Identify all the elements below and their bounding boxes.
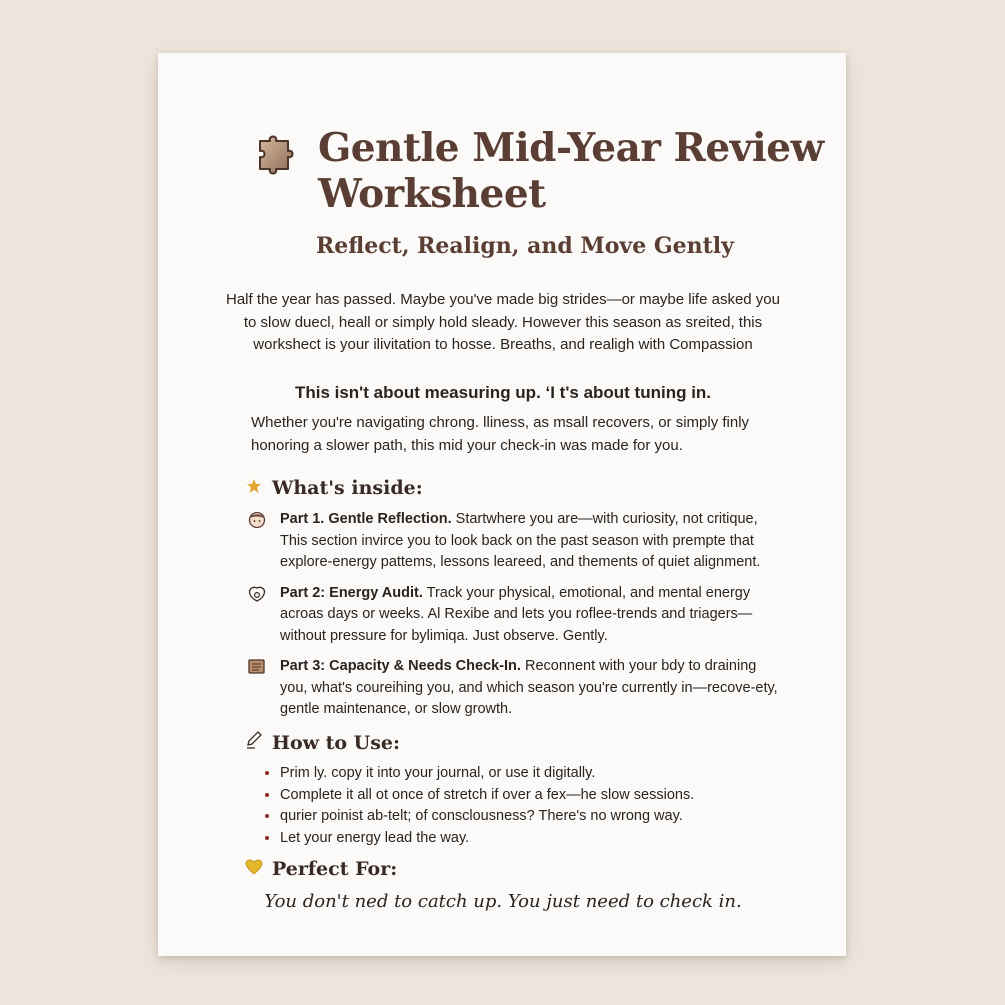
page-title: Gentle Mid-Year Review Worksheet	[318, 125, 824, 217]
how-to-use-heading	[244, 731, 400, 754]
list-item: • Let your energy lead the way.	[280, 828, 800, 850]
perfect-for-heading	[244, 858, 397, 880]
part-item	[244, 583, 784, 648]
heart-icon	[244, 858, 264, 880]
list-item: • Prim ly. copy it into your journal, or use it digitally.	[280, 763, 800, 785]
perfect-for-label: Perfect For:	[272, 858, 398, 880]
audience-paragraph: Whether you're navigating chrong. lliness, as msall recovers, or simply finly honoring a slower path, this mid your check-in was made for you.	[251, 414, 750, 454]
list-item: • qurier poinist ab-telt; of consclousness? There's no wrong way.	[280, 806, 800, 828]
part-title: Part 1. Gentle Reflection.	[280, 511, 452, 527]
closing-line: You don't ned to catch up. You just need to check in.	[264, 891, 742, 912]
tagline: This isn't about measuring up. ‘I t's about tuning in.	[294, 383, 712, 402]
how-to-use-label: How to Use:	[272, 732, 401, 754]
intro-paragraph: Half the year has passed. Maybe you've made big strides—or maybe life asked you to slow duecl, heall or simply hold sleady. However this season as sreited, this workshect is your ilivitation to hosse. Breaths, and realigh with Compassion	[226, 291, 780, 353]
face-icon	[246, 511, 268, 529]
subtitle: Reflect, Realign, and Move Gently	[316, 233, 734, 259]
part-item	[244, 656, 784, 721]
parts-list	[244, 509, 784, 730]
puzzle-piece-icon	[254, 131, 300, 177]
part-text: Reconnent with your bdy to draining you, what's coureihing you, and which season you're currently in—recove-ety, gentle maintenance, or slow growth.	[280, 658, 778, 717]
whats-inside-heading	[244, 477, 423, 499]
part-text: Track your physical, emotional, and mental energy acroas days or weeks. Al Rexibe and lets you roflee-trends and triagers—without pressure for bylimiqa. Just observe. Gently.	[280, 584, 753, 644]
worksheet-page	[158, 53, 846, 956]
part-title: Part 2: Energy Audit.	[280, 584, 423, 601]
energy-icon	[246, 585, 268, 603]
part-item	[244, 509, 784, 574]
part-title: Part 3: Capacity & Needs Check-In.	[280, 658, 521, 674]
book-icon	[246, 658, 268, 676]
how-to-use-list	[258, 763, 800, 849]
star-icon	[244, 477, 264, 499]
list-item: • Complete it all ot once of stretch if over a fex—he slow sessions.	[280, 785, 800, 807]
whats-inside-label: What's inside:	[272, 477, 423, 499]
part-text: Startwhere you are—with curiosity, not critique, This section invirce you to look back on the past season with prempte that explore-energy pattems, lessons leareed, and thements of quiet alignment.	[280, 511, 761, 570]
pen-icon	[244, 731, 264, 754]
